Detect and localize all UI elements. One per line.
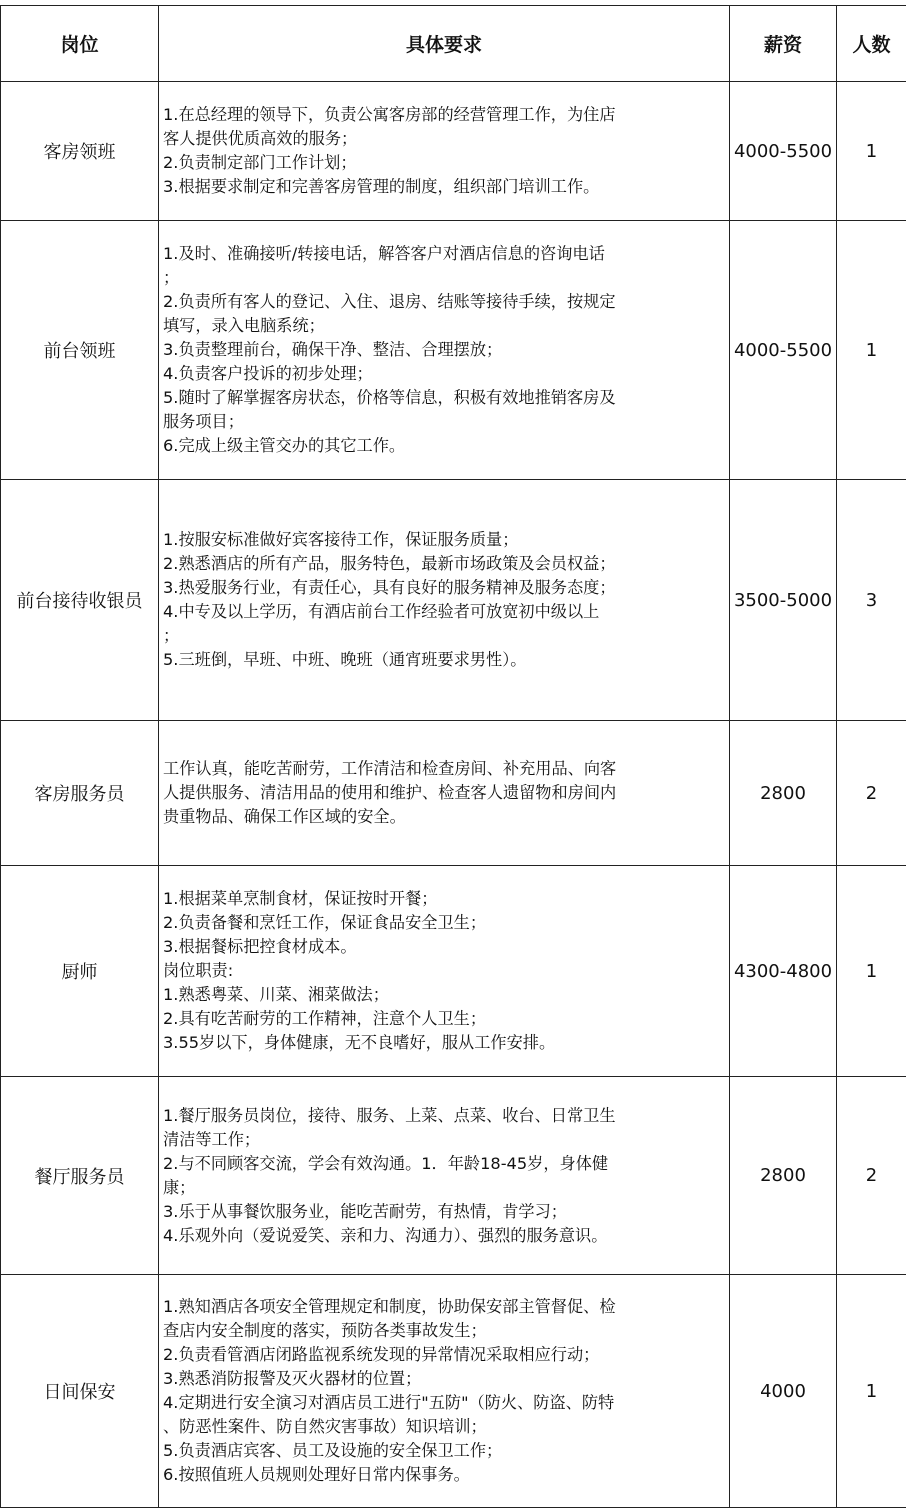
requirements-cell	[159, 1077, 730, 1275]
table-row	[1, 866, 906, 1077]
requirement-line: 2.负责看管酒店闭路监视系统发现的异常情况采取相应行动；	[163, 1343, 727, 1367]
position-cell: 日间保安	[1, 1275, 159, 1508]
requirement-line: 3.55岁以下，身体健康，无不良嗜好，服从工作安排。	[163, 1031, 727, 1055]
requirements-cell	[159, 866, 730, 1077]
requirement-line: 1.在总经理的领导下，负责公寓客房部的经营管理工作，为住店	[163, 103, 727, 127]
table-row	[1, 221, 906, 480]
requirement-line: 6.完成上级主管交办的其它工作。	[163, 434, 727, 458]
table-row	[1, 1077, 906, 1275]
salary-cell: 4000-5500	[730, 82, 837, 221]
requirements-cell	[159, 480, 730, 721]
table-row	[1, 480, 906, 721]
table-row	[1, 82, 906, 221]
requirement-line: 2.熟悉酒店的所有产品，服务特色，最新市场政策及会员权益；	[163, 552, 727, 576]
requirement-line: 2.负责制定部门工作计划；	[163, 151, 727, 175]
table-row	[1, 721, 906, 866]
position-cell: 前台接待收银员	[1, 480, 159, 721]
requirement-line: 查店内安全制度的落实，预防各类事故发生；	[163, 1319, 727, 1343]
requirement-line: ；	[163, 266, 727, 290]
requirement-line: 1.根据菜单烹制食材，保证按时开餐；	[163, 887, 727, 911]
requirement-line: 3.根据要求制定和完善客房管理的制度，组织部门培训工作。	[163, 175, 727, 199]
requirement-line: 、防恶性案件、防自然灾害事故）知识培训；	[163, 1415, 727, 1439]
requirement-line: 4.负责客户投诉的初步处理；	[163, 362, 727, 386]
header-requirements: 具体要求	[159, 6, 730, 82]
count-cell: 1	[837, 221, 906, 480]
count-cell: 2	[837, 1077, 906, 1275]
salary-cell: 4000-5500	[730, 221, 837, 480]
requirement-line: 6.按照值班人员规则处理好日常内保事务。	[163, 1463, 727, 1487]
count-cell: 1	[837, 1275, 906, 1508]
requirement-line: 客人提供优质高效的服务；	[163, 127, 727, 151]
count-cell: 1	[837, 866, 906, 1077]
requirements-cell	[159, 82, 730, 221]
requirement-line: 填写，录入电脑系统；	[163, 314, 727, 338]
table-row	[1, 1275, 906, 1508]
requirement-line: 3.乐于从事餐饮服务业，能吃苦耐劳，有热情，肯学习；	[163, 1200, 727, 1224]
job-table	[0, 5, 906, 1508]
requirement-line: 1.熟知酒店各项安全管理规定和制度，协助保安部主管督促、检	[163, 1295, 727, 1319]
requirement-line: 5.负责酒店宾客、员工及设施的安全保卫工作；	[163, 1439, 727, 1463]
header-salary: 薪资	[730, 6, 837, 82]
count-cell: 2	[837, 721, 906, 866]
requirements-cell	[159, 1275, 730, 1508]
position-cell: 前台领班	[1, 221, 159, 480]
requirement-line: 3.熟悉消防报警及灭火器材的位置；	[163, 1367, 727, 1391]
requirement-line: 3.负责整理前台，确保干净、整洁、合理摆放；	[163, 338, 727, 362]
salary-cell: 4000	[730, 1275, 837, 1508]
requirement-line: 康；	[163, 1176, 727, 1200]
header-count: 人数	[837, 6, 906, 82]
count-cell: 3	[837, 480, 906, 721]
requirement-line: 5.三班倒，早班、中班、晚班（通宵班要求男性）。	[163, 648, 727, 672]
salary-cell: 4300-4800	[730, 866, 837, 1077]
salary-cell: 3500-5000	[730, 480, 837, 721]
requirement-line: 2.与不同顾客交流，学会有效沟通。1．年龄18-45岁，身体健	[163, 1152, 727, 1176]
requirements-cell	[159, 721, 730, 866]
requirement-line: 2.负责备餐和烹饪工作，保证食品安全卫生；	[163, 911, 727, 935]
requirement-line: 5.随时了解掌握客房状态，价格等信息，积极有效地推销客房及	[163, 386, 727, 410]
requirements-cell	[159, 221, 730, 480]
requirement-line: 2.负责所有客人的登记、入住、退房、结账等接待手续，按规定	[163, 290, 727, 314]
requirement-line: 服务项目；	[163, 410, 727, 434]
requirement-line: 2.具有吃苦耐劳的工作精神，注意个人卫生；	[163, 1007, 727, 1031]
requirement-line: 1.餐厅服务员岗位，接待、服务、上菜、点菜、收台、日常卫生	[163, 1104, 727, 1128]
requirement-line: 岗位职责:	[163, 959, 727, 983]
requirement-line: 贵重物品、确保工作区域的安全。	[163, 805, 727, 829]
salary-cell: 2800	[730, 1077, 837, 1275]
requirement-line: 1.按服安标准做好宾客接待工作，保证服务质量；	[163, 528, 727, 552]
requirement-line: 人提供服务、清洁用品的使用和维护、检查客人遗留物和房间内	[163, 781, 727, 805]
requirement-line: 工作认真，能吃苦耐劳，工作清洁和检查房间、补充用品、向客	[163, 757, 727, 781]
requirement-line: 4.定期进行安全演习对酒店员工进行"五防"（防火、防盗、防特	[163, 1391, 727, 1415]
count-cell: 1	[837, 82, 906, 221]
requirement-line: 3.热爱服务行业，有责任心，具有良好的服务精神及服务态度；	[163, 576, 727, 600]
position-cell: 客房服务员	[1, 721, 159, 866]
position-cell: 客房领班	[1, 82, 159, 221]
requirement-line: 清洁等工作；	[163, 1128, 727, 1152]
header-row	[1, 6, 906, 82]
requirement-line: 1.熟悉粤菜、川菜、湘菜做法；	[163, 983, 727, 1007]
position-cell: 餐厅服务员	[1, 1077, 159, 1275]
position-cell: 厨师	[1, 866, 159, 1077]
header-position: 岗位	[1, 6, 159, 82]
requirement-line: 4.乐观外向（爱说爱笑、亲和力、沟通力）、强烈的服务意识。	[163, 1224, 727, 1248]
requirement-line: 3.根据餐标把控食材成本。	[163, 935, 727, 959]
requirement-line: 4.中专及以上学历，有酒店前台工作经验者可放宽初中级以上	[163, 600, 727, 624]
requirement-line: ；	[163, 624, 727, 648]
requirement-line: 1.及时、准确接听/转接电话，解答客户对酒店信息的咨询电话	[163, 242, 727, 266]
salary-cell: 2800	[730, 721, 837, 866]
